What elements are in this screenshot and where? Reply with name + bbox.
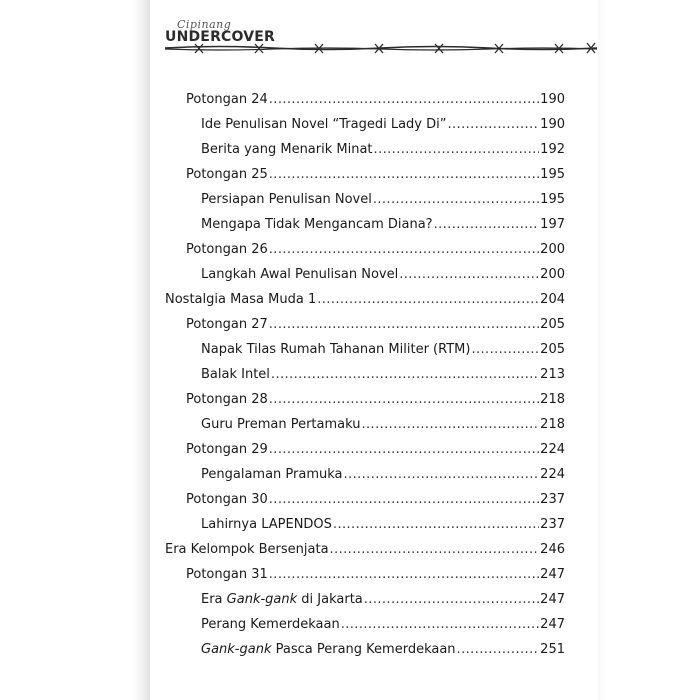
toc-leader-dots [344,462,540,487]
toc-entry [165,112,565,137]
table-of-contents [165,87,565,662]
toc-page-number: 218 [540,417,565,432]
toc-page-number: 218 [540,392,565,407]
toc-leader-dots [269,437,539,462]
logo-title: UNDERCOVER [165,29,276,45]
toc-entry [165,562,565,587]
toc-entry-title: Napak Tilas Rumah Tahanan Militer (RTM) [201,342,471,357]
logo-script-text: Cipinang [177,18,232,31]
toc-page-number: 237 [540,517,565,532]
toc-entry-title: Potongan 29 [186,442,268,457]
toc-entry [165,212,565,237]
toc-leader-dots [447,112,539,137]
toc-page-number: 247 [540,592,565,607]
toc-entry [165,387,565,412]
toc-entry-title: Berita yang Menarik Minat [201,142,373,157]
toc-leader-dots [269,162,539,187]
toc-entry [165,537,565,562]
toc-entry-title: Potongan 27 [186,317,268,332]
toc-entry [165,187,565,212]
toc-page-number: 246 [540,542,565,557]
page-gutter-shadow [0,0,150,700]
toc-page-number: 205 [540,342,565,357]
toc-page-number: 195 [540,192,565,207]
toc-entry [165,287,565,312]
toc-entry-title [201,637,456,662]
toc-entry-title-italic: Gank-gank [226,592,298,607]
toc-entry-title-italic: Gank-gank [201,642,272,657]
toc-page-number: 200 [540,267,565,282]
toc-leader-dots [373,187,539,212]
toc-page-number: 205 [540,317,565,332]
toc-entry [165,362,565,387]
toc-entry [165,437,565,462]
toc-leader-dots [269,562,539,587]
toc-entry-title: Mengapa Tidak Mengancam Diana? [201,217,433,232]
toc-leader-dots [269,387,539,412]
page-edge [598,0,604,700]
toc-page-number: 247 [540,617,565,632]
toc-entry-title: Potongan 31 [186,567,268,582]
toc-entry [165,637,565,662]
toc-page-number: 251 [540,642,565,657]
toc-page-number: 192 [540,142,565,157]
toc-leader-dots [399,262,539,287]
toc-entry-title: Ide Penulisan Novel “Tragedi Lady Di” [201,117,447,132]
toc-leader-dots [364,587,539,612]
toc-leader-dots [471,337,539,362]
toc-page-number: 224 [540,467,565,482]
toc-entry-title: Pengalaman Pramuka [201,467,343,482]
toc-entry [165,612,565,637]
toc-page-number: 197 [540,217,565,232]
toc-entry-title: Potongan 26 [186,242,268,257]
toc-entry-title: Potongan 28 [186,392,268,407]
toc-page-number: 190 [540,117,565,132]
toc-entry [165,262,565,287]
toc-entry-title: Balak Intel [201,367,270,382]
toc-entry-title-rest: di Jakarta [297,592,363,607]
toc-entry-title: Perang Kemerdekaan [201,617,340,632]
toc-page-number: 200 [540,242,565,257]
toc-leader-dots [457,637,540,662]
toc-entry-title: Guru Preman Pertamaku [201,417,361,432]
toc-entry [165,487,565,512]
toc-entry-title: Persiapan Penulisan Novel [201,192,372,207]
toc-leader-dots [341,612,539,637]
toc-entry [165,412,565,437]
toc-leader-dots [434,212,540,237]
toc-page-number: 195 [540,167,565,182]
toc-page-number: 237 [540,492,565,507]
toc-leader-dots [361,412,539,437]
toc-entry [165,312,565,337]
toc-page-number: 204 [540,292,565,307]
toc-entry [165,87,565,112]
toc-leader-dots [269,312,539,337]
toc-entry [165,337,565,362]
toc-page-number: 213 [540,367,565,382]
toc-entry-title: Langkah Awal Penulisan Novel [201,267,399,282]
toc-entry [165,162,565,187]
toc-leader-dots [269,487,539,512]
toc-entry [165,137,565,162]
toc-entry [165,462,565,487]
toc-entry-title: Nostalgia Masa Muda 1 [165,292,317,307]
toc-leader-dots [333,512,539,537]
toc-entry-title: Era Kelompok Bersenjata [165,542,329,557]
toc-entry-title-prefix: Era [201,592,227,607]
toc-entry [165,587,565,612]
toc-page-number: 224 [540,442,565,457]
toc-page-number: 247 [540,567,565,582]
toc-leader-dots [317,287,539,312]
barbed-wire-divider [165,41,597,55]
running-header [165,18,595,68]
toc-entry [165,512,565,537]
toc-entry-title: Lahirnya LAPENDOS [201,517,332,532]
toc-leader-dots [271,362,539,387]
toc-page-number: 190 [540,92,565,107]
toc-leader-dots [269,87,539,112]
toc-entry-title [201,587,363,612]
toc-leader-dots [330,537,540,562]
toc-entry-title-rest: Pasca Perang Kemerdekaan [271,642,456,657]
toc-entry-title: Potongan 30 [186,492,268,507]
toc-entry-title: Potongan 24 [186,92,268,107]
toc-leader-dots [269,237,539,262]
toc-entry [165,237,565,262]
toc-entry-title: Potongan 25 [186,167,268,182]
toc-leader-dots [374,137,540,162]
